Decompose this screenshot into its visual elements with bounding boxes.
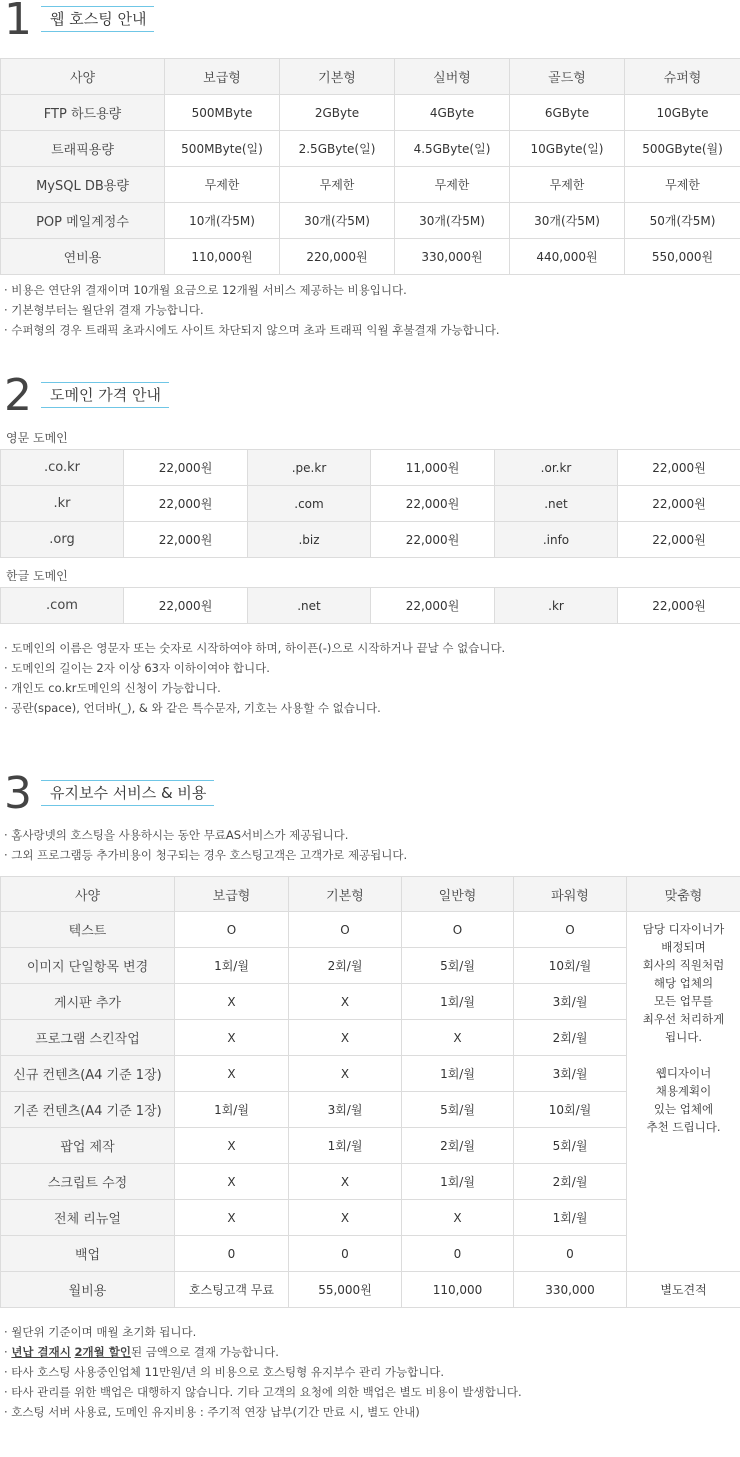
note-prefix: · — [4, 1345, 12, 1359]
header-cell: 파워형 — [514, 877, 627, 912]
table-cell: X — [402, 1200, 514, 1236]
row-label: POP 메일계정수 — [1, 203, 165, 239]
note-item: · 도메인의 길이는 2자 이상 63자 이하이여야 합니다. — [4, 661, 270, 675]
domain-price: 11,000원 — [371, 450, 495, 486]
table-cell: 1회/월 — [402, 1056, 514, 1092]
table-cell: O — [175, 912, 289, 948]
table-cell: 55,000원 — [289, 1272, 402, 1308]
domain-ext: .com — [248, 486, 371, 522]
section-2-header — [0, 370, 740, 421]
domain-price: 22,000원 — [124, 522, 248, 558]
note-highlight: 년납 결재시 — [11, 1345, 71, 1359]
custom-plan-description — [627, 912, 740, 1272]
note-item: · 월단위 기준이며 매월 초기화 됩니다. — [4, 1325, 197, 1339]
maintenance-table — [0, 876, 740, 1308]
note-item: · 호스팅 서버 사용료, 도메인 유지비용 : 주기적 연장 납부(기간 만료 시, 별도 안내) — [4, 1405, 420, 1419]
header-cell: 골드형 — [510, 59, 625, 95]
note-item: · 비용은 연단위 결재이며 10개월 요금으로 12개월 서비스 제공하는 비용입니다. — [4, 283, 407, 297]
note-item: · 타사 호스팅 사용중인업체 11만원/년 의 비용으로 호스팅형 유지부수 관리 가능합니다. — [4, 1365, 445, 1379]
table-cell: 2GByte — [280, 95, 395, 131]
note-text: 된 금액으로 결재 가능합니다. — [130, 1345, 279, 1359]
domain-price: 22,000원 — [124, 450, 248, 486]
row-label: 텍스트 — [1, 912, 175, 948]
section-number: 2 — [4, 370, 32, 421]
table-cell: X — [402, 1020, 514, 1056]
table-cell: 2회/월 — [289, 948, 402, 984]
domain-ext: .biz — [248, 522, 371, 558]
table-cell: 3회/월 — [514, 1056, 627, 1092]
table-cell: 550,000원 — [625, 239, 740, 275]
row-label: 트래픽용량 — [1, 131, 165, 167]
table-row — [1, 131, 740, 167]
table-cell: 30개(각5M) — [395, 203, 510, 239]
table-cell: 110,000 — [402, 1272, 514, 1308]
table-cell: 1회/월 — [175, 1092, 289, 1128]
table-cell: 1회/월 — [289, 1128, 402, 1164]
table-cell: 0 — [402, 1236, 514, 1272]
table-cell: 호스팅고객 무료 — [175, 1272, 289, 1308]
domain-ext: .org — [1, 522, 124, 558]
custom-text-line: 배정되며 — [661, 940, 706, 954]
table-cell: 0 — [514, 1236, 627, 1272]
domain-ext: .info — [495, 522, 618, 558]
row-label: 이미지 단일항목 변경 — [1, 948, 175, 984]
table-cell: 별도견적 — [627, 1272, 740, 1308]
table-cell: 10회/월 — [514, 948, 627, 984]
domain-ext: .pe.kr — [248, 450, 371, 486]
custom-text-line: 웹디자이너 — [655, 1066, 712, 1080]
header-cell: 실버형 — [395, 59, 510, 95]
table-cell: O — [514, 912, 627, 948]
table-cell: 6GByte — [510, 95, 625, 131]
table-cell: 220,000원 — [280, 239, 395, 275]
table-cell: X — [175, 1200, 289, 1236]
table-cell: X — [175, 1020, 289, 1056]
row-label: 게시판 추가 — [1, 984, 175, 1020]
table-cell: 1회/월 — [175, 948, 289, 984]
note-item: · 공란(space), 언더바(_), & 와 같은 특수문자, 기호는 사용할 수 없습니다. — [4, 701, 381, 715]
table-cell: 5회/월 — [514, 1128, 627, 1164]
table-row — [1, 912, 740, 948]
table-cell: 10회/월 — [514, 1092, 627, 1128]
table-row — [1, 203, 740, 239]
note-item: · 수퍼형의 경우 트래픽 초과시에도 사이트 차단되지 않으며 초과 트래픽 익월 후불결재 가능합니다. — [4, 323, 500, 337]
row-label: 연비용 — [1, 239, 165, 275]
header-cell: 기본형 — [289, 877, 402, 912]
table-cell: 110,000원 — [165, 239, 280, 275]
table-cell: 10GByte — [625, 95, 740, 131]
header-cell: 맞춤형 — [627, 877, 740, 912]
table-cell: X — [175, 1128, 289, 1164]
table-cell: 1회/월 — [514, 1200, 627, 1236]
table-cell: 0 — [289, 1236, 402, 1272]
section-title: 도메인 가격 안내 — [41, 382, 169, 408]
table-cell: 330,000원 — [395, 239, 510, 275]
maintenance-intro — [4, 825, 407, 865]
note-item: · 도메인의 이름은 영문자 또는 숫자로 시작하여야 하며, 하이픈(-)으로 시작하거나 끝날 수 없습니다. — [4, 641, 506, 655]
table-row — [1, 95, 740, 131]
domain-price: 22,000원 — [618, 522, 740, 558]
row-label: 스크립트 수정 — [1, 1164, 175, 1200]
korean-domain-label: 한글 도메인 — [6, 569, 68, 583]
domain-price: 22,000원 — [371, 522, 495, 558]
header-cell: 보급형 — [175, 877, 289, 912]
domain-ext: .kr — [1, 486, 124, 522]
table-cell: 5회/월 — [402, 1092, 514, 1128]
row-label: 프로그램 스킨작업 — [1, 1020, 175, 1056]
table-cell: 2회/월 — [514, 1020, 627, 1056]
table-row — [1, 1272, 740, 1308]
table-cell: 500GByte(월) — [625, 131, 740, 167]
domain-price: 22,000원 — [371, 588, 495, 624]
table-row — [1, 486, 740, 522]
table-cell: 30개(각5M) — [510, 203, 625, 239]
table-cell: 무제한 — [280, 167, 395, 203]
table-cell: 1회/월 — [402, 984, 514, 1020]
domain-ext: .co.kr — [1, 450, 124, 486]
table-cell: 2회/월 — [514, 1164, 627, 1200]
custom-text-line: 있는 업체에 — [653, 1102, 714, 1116]
table-cell: 440,000원 — [510, 239, 625, 275]
domain-price: 22,000원 — [618, 486, 740, 522]
row-label: 월비용 — [1, 1272, 175, 1308]
table-cell: O — [289, 912, 402, 948]
note-item: · 개인도 co.kr도메인의 신청이 가능합니다. — [4, 681, 221, 695]
domain-notes — [4, 638, 505, 718]
table-row — [1, 450, 740, 486]
custom-text-line: 추천 드립니다. — [646, 1120, 721, 1134]
table-cell: X — [175, 1056, 289, 1092]
table-cell: 무제한 — [510, 167, 625, 203]
table-cell: 4GByte — [395, 95, 510, 131]
domain-price: 22,000원 — [371, 486, 495, 522]
table-cell: 10개(각5M) — [165, 203, 280, 239]
note-highlight: 2개월 할인 — [74, 1345, 131, 1359]
domain-ext: .or.kr — [495, 450, 618, 486]
section-title: 유지보수 서비스 & 비용 — [41, 780, 214, 806]
section-number: 3 — [4, 768, 32, 819]
custom-text-line: 최우선 처리하게 — [642, 1012, 725, 1026]
custom-text-line: 됩니다. — [665, 1030, 702, 1044]
section-title: 웹 호스팅 안내 — [41, 6, 154, 32]
domain-ext: .com — [1, 588, 124, 624]
table-cell: 330,000 — [514, 1272, 627, 1308]
table-cell: 500MByte — [165, 95, 280, 131]
custom-text-line: 회사의 직원처럼 — [642, 958, 725, 972]
table-header-row — [1, 877, 740, 912]
note-item — [4, 1342, 522, 1362]
table-cell: 4.5GByte(일) — [395, 131, 510, 167]
table-cell: 무제한 — [395, 167, 510, 203]
header-cell: 슈퍼형 — [625, 59, 740, 95]
section-1-header — [0, 0, 740, 45]
english-domain-table — [0, 449, 740, 558]
custom-text-line: 담당 디자이너가 — [642, 922, 725, 936]
row-label: FTP 하드용량 — [1, 95, 165, 131]
table-cell: X — [289, 1164, 402, 1200]
table-cell: O — [402, 912, 514, 948]
table-cell: 0 — [175, 1236, 289, 1272]
domain-price: 22,000원 — [124, 486, 248, 522]
table-row — [1, 167, 740, 203]
maintenance-notes — [4, 1322, 522, 1422]
table-cell: 3회/월 — [514, 984, 627, 1020]
hosting-table — [0, 58, 740, 275]
table-row — [1, 239, 740, 275]
domain-ext: .net — [495, 486, 618, 522]
header-cell: 사양 — [1, 877, 175, 912]
table-cell: 1회/월 — [402, 1164, 514, 1200]
table-cell: X — [289, 984, 402, 1020]
hosting-notes — [4, 280, 500, 340]
custom-text-line: 모든 업무를 — [653, 994, 714, 1008]
row-label: 팝업 제작 — [1, 1128, 175, 1164]
korean-domain-table — [0, 587, 740, 624]
domain-price: 22,000원 — [124, 588, 248, 624]
table-row — [1, 588, 740, 624]
table-cell: 10GByte(일) — [510, 131, 625, 167]
table-cell: X — [175, 984, 289, 1020]
header-cell: 기본형 — [280, 59, 395, 95]
table-cell: X — [289, 1056, 402, 1092]
domain-price: 22,000원 — [618, 588, 740, 624]
table-cell: 무제한 — [165, 167, 280, 203]
custom-text-line: 채용계획이 — [655, 1084, 712, 1098]
note-item: · 그외 프로그램등 추가비용이 청구되는 경우 호스팅고객은 고객가로 제공됩니다. — [4, 848, 408, 862]
table-cell: X — [175, 1164, 289, 1200]
header-cell: 일반형 — [402, 877, 514, 912]
row-label: 기존 컨텐츠(A4 기준 1장) — [1, 1092, 175, 1128]
row-label: 백업 — [1, 1236, 175, 1272]
section-number: 1 — [4, 0, 32, 45]
table-cell: 50개(각5M) — [625, 203, 740, 239]
table-header-row — [1, 59, 740, 95]
header-cell: 사양 — [1, 59, 165, 95]
domain-ext: .kr — [495, 588, 618, 624]
table-cell: 3회/월 — [289, 1092, 402, 1128]
row-label: MySQL DB용량 — [1, 167, 165, 203]
note-item: · 홈사랑넷의 호스팅을 사용하시는 동안 무료AS서비스가 제공됩니다. — [4, 828, 349, 842]
table-cell: X — [289, 1200, 402, 1236]
header-cell: 보급형 — [165, 59, 280, 95]
table-row — [1, 522, 740, 558]
table-cell: 30개(각5M) — [280, 203, 395, 239]
custom-text-line: 해당 업체의 — [653, 976, 714, 990]
section-3-header — [0, 768, 740, 819]
row-label: 신규 컨텐츠(A4 기준 1장) — [1, 1056, 175, 1092]
table-cell: 5회/월 — [402, 948, 514, 984]
domain-ext: .net — [248, 588, 371, 624]
note-item: · 기본형부터는 월단위 결재 가능합니다. — [4, 303, 204, 317]
table-cell: 무제한 — [625, 167, 740, 203]
table-cell: 500MByte(일) — [165, 131, 280, 167]
note-item: · 타사 관리를 위한 백업은 대행하지 않습니다. 기타 고객의 요청에 의한 백업은 별도 비용이 발생합니다. — [4, 1385, 522, 1399]
table-cell: 2회/월 — [402, 1128, 514, 1164]
english-domain-label: 영문 도메인 — [6, 431, 68, 445]
table-cell: 2.5GByte(일) — [280, 131, 395, 167]
table-cell: X — [289, 1020, 402, 1056]
row-label: 전체 리뉴얼 — [1, 1200, 175, 1236]
domain-price: 22,000원 — [618, 450, 740, 486]
